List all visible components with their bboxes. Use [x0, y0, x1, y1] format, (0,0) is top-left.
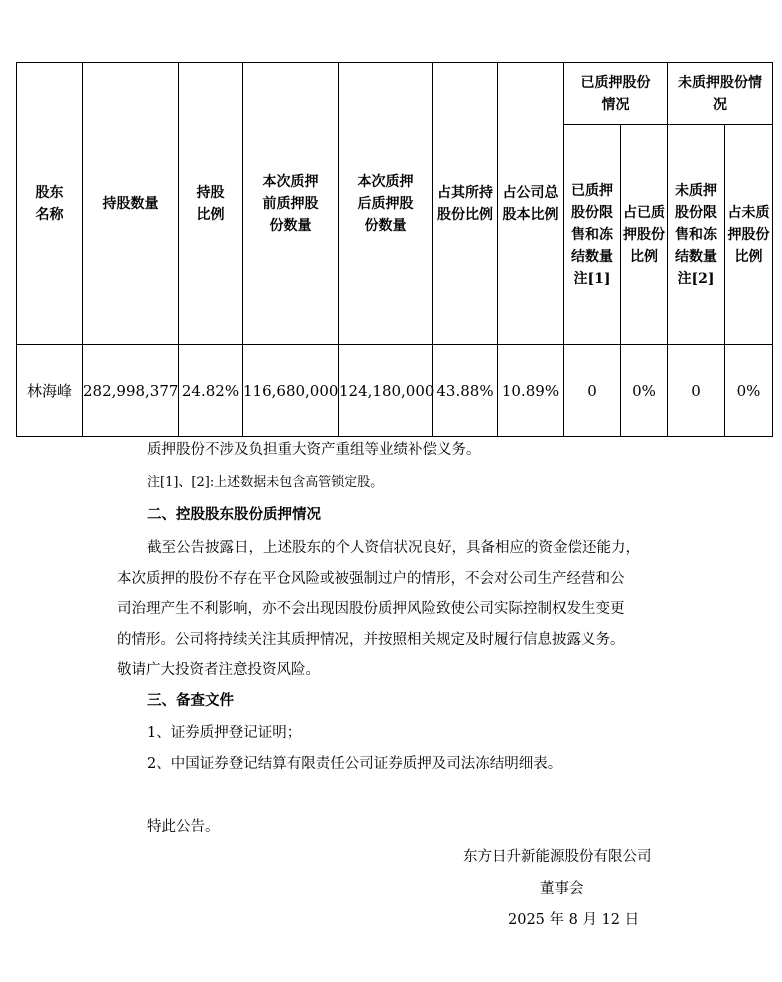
header-pct-of-total: 占公司总股本比例	[498, 63, 564, 345]
header-pledged-group: 已质押股份情况	[564, 63, 668, 125]
header-pledged-after: 本次质押后质押股份数量	[339, 63, 433, 345]
table-footnote: 注[1]、[2]:上述数据未包含高管锁定股。	[147, 475, 384, 490]
cell-unpledged-restricted: 0	[668, 345, 725, 437]
cell-pct-of-total: 10.89%	[498, 345, 564, 437]
cell-pledged-before: 116,680,000	[243, 345, 339, 437]
closing-text: 特此公告。	[147, 819, 220, 835]
announcement-date: 2025 年 8 月 12 日	[508, 912, 640, 928]
reference-item: 1、证券质押登记证明；	[147, 725, 302, 741]
cell-pledged-pct: 0%	[621, 345, 668, 437]
cell-pledged-after: 124,180,000	[339, 345, 433, 437]
cell-name: 林海峰	[17, 345, 83, 437]
header-unpledged-group: 未质押股份情况	[668, 63, 773, 125]
cell-holding-ratio: 24.82%	[179, 345, 243, 437]
section-2-line: 的情形。公司将持续关注其质押情况，并按照相关规定及时履行信息披露义务。	[117, 632, 625, 648]
section-2-title: 二、控股股东股份质押情况	[147, 506, 321, 523]
section-2-line: 截至公告披露日，上述股东的个人资信状况良好，具备相应的资金偿还能力，	[147, 540, 640, 556]
header-shareholder-name: 股东名称	[17, 63, 83, 345]
pledge-obligation-text: 质押股份不涉及负担重大资产重组等业绩补偿义务。	[147, 442, 481, 458]
header-pledged-before: 本次质押前质押股份数量	[243, 63, 339, 345]
header-pledged-restricted: 已质押股份限售和冻结数量注[1]	[564, 125, 621, 345]
header-shares-held: 持股数量	[83, 63, 179, 345]
cell-pledged-restricted: 0	[564, 345, 621, 437]
section-3-title: 三、备查文件	[147, 692, 234, 709]
section-2-line: 敬请广大投资者注意投资风险。	[117, 662, 320, 678]
reference-item: 2、中国证券登记结算有限责任公司证券质押及司法冻结明细表。	[147, 756, 563, 772]
section-2-line: 司治理产生不利影响，亦不会出现因股份质押风险致使公司实际控制权发生变更	[117, 601, 625, 617]
header-pct-of-unpledged: 占未质押股份比例	[725, 125, 773, 345]
section-2-line: 本次质押的股份不存在平仓风险或被强制过户的情形，不会对公司生产经营和公	[117, 571, 625, 587]
pledge-table	[16, 62, 773, 437]
header-pct-of-holdings: 占其所持股份比例	[433, 63, 498, 345]
cell-pct-of-holdings: 43.88%	[433, 345, 498, 437]
header-unpledged-restricted: 未质押股份限售和冻结数量注[2]	[668, 125, 725, 345]
header-pct-of-pledged: 占已质押股份比例	[621, 125, 668, 345]
company-name: 东方日升新能源股份有限公司	[463, 849, 652, 865]
table-row	[17, 345, 773, 437]
cell-shares-held: 282,998,377	[83, 345, 179, 437]
board-label: 董事会	[540, 881, 584, 897]
header-holding-ratio: 持股比例	[179, 63, 243, 345]
cell-unpledged-pct: 0%	[725, 345, 773, 437]
